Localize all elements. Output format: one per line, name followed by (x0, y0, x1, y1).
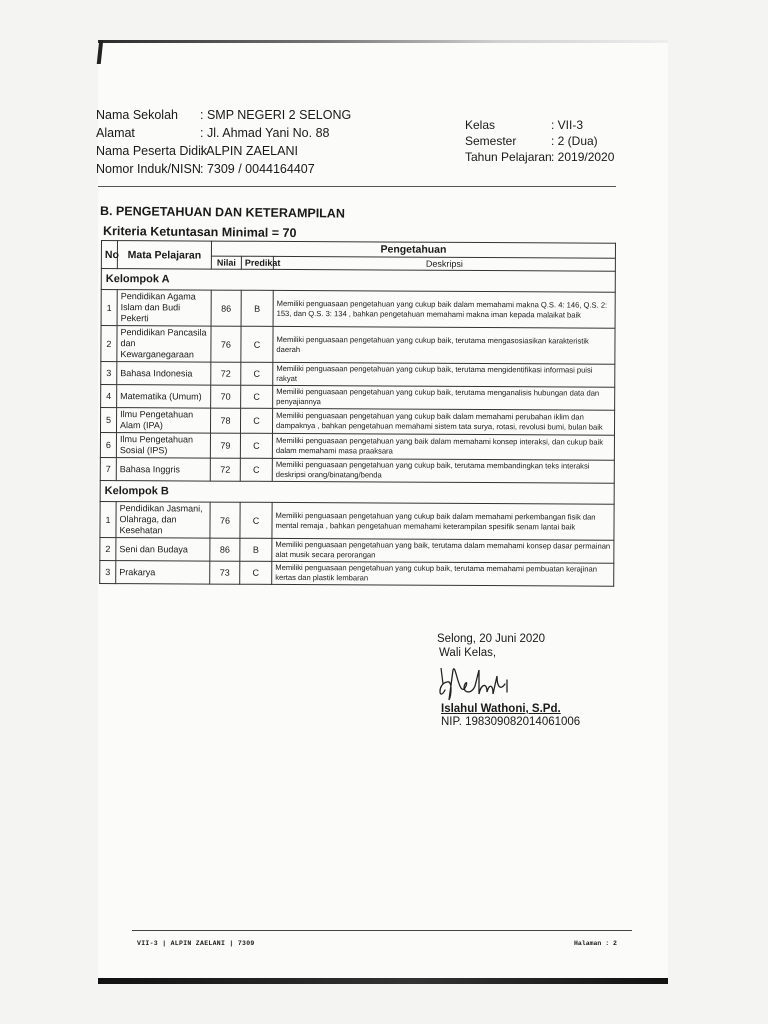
row-number: 6 (100, 432, 116, 457)
group-a-label: Kelompok A (101, 269, 615, 293)
predicate-value: C (240, 433, 272, 458)
student-label: Nama Peserta Didik (96, 144, 208, 158)
col-no-header: No (101, 241, 117, 269)
subject-name: Matematika (Umum) (117, 385, 211, 408)
row-number: 2 (100, 537, 116, 560)
class-row (465, 118, 584, 132)
row-number: 5 (100, 408, 116, 433)
subject-name: Pendidikan Agama Islam dan Budi Pekerti (117, 290, 211, 326)
table-row (100, 432, 614, 460)
row-number: 3 (100, 560, 116, 583)
score-value: 79 (210, 433, 240, 458)
row-number: 1 (101, 290, 117, 326)
score-value: 70 (211, 385, 241, 408)
subject-name: Prakarya (116, 561, 210, 584)
row-number: 1 (100, 501, 116, 537)
table-row (101, 326, 615, 365)
year-label: Tahun Pelajaran (465, 150, 552, 164)
row-number: 2 (101, 326, 117, 362)
subject-name: Bahasa Indonesia (117, 362, 211, 385)
score-value: 76 (211, 326, 241, 362)
description-text: Memiliki penguasaan pengetahuan yang cukup baik, terutama mengidentifikasi informasi puisi rakyat (273, 362, 615, 387)
school-row (96, 108, 352, 122)
col-subject-header: Mata Pelajaran (117, 241, 211, 269)
semester-label: Semester (465, 134, 517, 148)
page-number: Halaman : 2 (574, 940, 617, 947)
col-description-header: Deskripsi (273, 256, 615, 271)
predicate-value: C (241, 362, 273, 385)
predicate-value: C (240, 458, 272, 481)
address-label: Alamat (96, 126, 135, 140)
kkm-label: Kriteria Ketuntasan Minimal = 70 (102, 224, 297, 241)
predicate-value: C (240, 561, 272, 584)
subject-name: Bahasa Inggris (116, 458, 210, 481)
col-predicate-header: Predikat (241, 256, 273, 269)
semester-value: : 2 (Dua) (551, 134, 598, 148)
scan-edge-bottom (98, 978, 668, 984)
subject-name: Ilmu Pengetahuan Alam (IPA) (116, 408, 210, 433)
signer-name: Islahul Wathoni, S.Pd. (441, 703, 561, 715)
description-text: Memiliki penguasaan pengetahuan yang cukup baik dalam memahami makna Q.S. 4: 146, Q.S. 2: 153, dan Q.S. 3: 134 , bahkan pengetahuan memahami makna iman kepada malaikat baik (273, 290, 615, 328)
class-value: : VII-3 (551, 118, 584, 132)
score-value: 73 (210, 561, 240, 584)
score-value: 78 (210, 408, 240, 433)
description-text: Memiliki penguasaan pengetahuan yang baik dalam memahami konsep interaksi, dan cukup baik dalam memahami masa praaksara (272, 433, 614, 460)
scan-edge-top (98, 40, 668, 43)
handwritten-signature (435, 662, 525, 708)
predicate-value: C (240, 408, 272, 433)
footer-divider (132, 930, 632, 931)
row-number: 3 (101, 362, 117, 385)
predicate-value: B (240, 538, 272, 561)
subject-name: Seni dan Budaya (116, 538, 210, 561)
score-value: 72 (210, 458, 240, 481)
col-knowledge-header: Pengetahuan (211, 241, 615, 258)
student-row (96, 144, 298, 158)
predicate-value: C (241, 326, 273, 362)
score-value: 86 (211, 290, 241, 326)
description-text: Memiliki penguasaan pengetahuan yang cukup baik dalam memahami perubahan iklim dan dampaknya , bahkan pengetahuan memahami sistem tata surya, rotasi, revolusi bumi, bulan baik (272, 408, 614, 435)
table-row (101, 385, 615, 411)
subject-name: Pendidikan Pancasila dan Kewarganegaraan (117, 326, 211, 362)
school-label: Nama Sekolah (96, 108, 178, 122)
nisn-value: : 7309 / 0044164407 (200, 162, 315, 176)
row-number: 7 (100, 457, 116, 480)
nisn-label: Nomor Induk/NISN (96, 162, 201, 176)
table-row (100, 457, 614, 483)
address-value: : Jl. Ahmad Yani No. 88 (200, 126, 330, 140)
address-row (96, 126, 330, 140)
predicate-value: B (241, 290, 273, 326)
class-label: Kelas (465, 118, 496, 132)
year-row (465, 150, 615, 164)
predicate-value: C (240, 502, 272, 538)
table-row (100, 501, 614, 540)
description-text: Memiliki penguasaan pengetahuan yang cukup baik, terutama memahami pembuatan kerajinan kertas dan plastik lembaran (272, 561, 614, 586)
grades-table (99, 240, 616, 587)
description-text: Memiliki penguasaan pengetahuan yang cukup baik, terutama membandingkan teks interaksi deskripsi orang/binatang/benda (272, 458, 614, 483)
row-number: 4 (101, 385, 117, 408)
table-row (100, 408, 614, 436)
col-score-header: Nilai (211, 256, 241, 269)
subject-name: Ilmu Pengetahuan Sosial (IPS) (116, 433, 210, 458)
description-text: Memiliki penguasaan pengetahuan yang baik, terutama dalam memahami konsep dasar permainan alat musik secara perorangan (272, 538, 614, 563)
predicate-value: C (241, 385, 273, 408)
header-divider (98, 186, 616, 187)
group-b-body (100, 480, 615, 586)
section-title: B. PENGETAHUAN DAN KETERAMPILAN (99, 204, 345, 221)
signer-nip: NIP. 198309082014061006 (441, 716, 581, 728)
subject-name: Pendidikan Jasmani, Olahraga, dan Kesehatan (116, 502, 210, 538)
year-value: : 2019/2020 (551, 150, 615, 164)
table-row (101, 290, 615, 329)
description-text: Memiliki penguasaan pengetahuan yang cukup baik, terutama mengasosiasikan karakteristik daerah (273, 326, 615, 364)
score-value: 76 (210, 502, 240, 538)
nisn-row (96, 162, 315, 176)
place-date: Selong, 20 Juni 2020 (437, 633, 546, 645)
semester-row (465, 134, 598, 148)
score-value: 86 (210, 538, 240, 561)
footer-left: VII-3 | ALPIN ZAELANI | 7309 (137, 940, 255, 947)
student-value: : ALPIN ZAELANI (200, 144, 298, 158)
school-value: : SMP NEGERI 2 SELONG (200, 108, 352, 122)
group-b-label: Kelompok B (100, 480, 614, 504)
description-text: Memiliki penguasaan pengetahuan yang cukup baik dalam memahami perkembangan fisik dan mental remaja , bahkan pengetahuan memahami keterampilan spesifik senam lantai baik (272, 502, 614, 540)
score-value: 72 (211, 362, 241, 385)
group-a-body (100, 269, 615, 484)
table-row (100, 560, 614, 586)
signer-role: Wali Kelas, (439, 647, 497, 659)
description-text: Memiliki penguasaan pengetahuan yang cukup baik, terutama menganalisis hubungan data dan penyajiannya (273, 385, 615, 410)
table-row (101, 362, 615, 388)
table-row (100, 537, 614, 563)
